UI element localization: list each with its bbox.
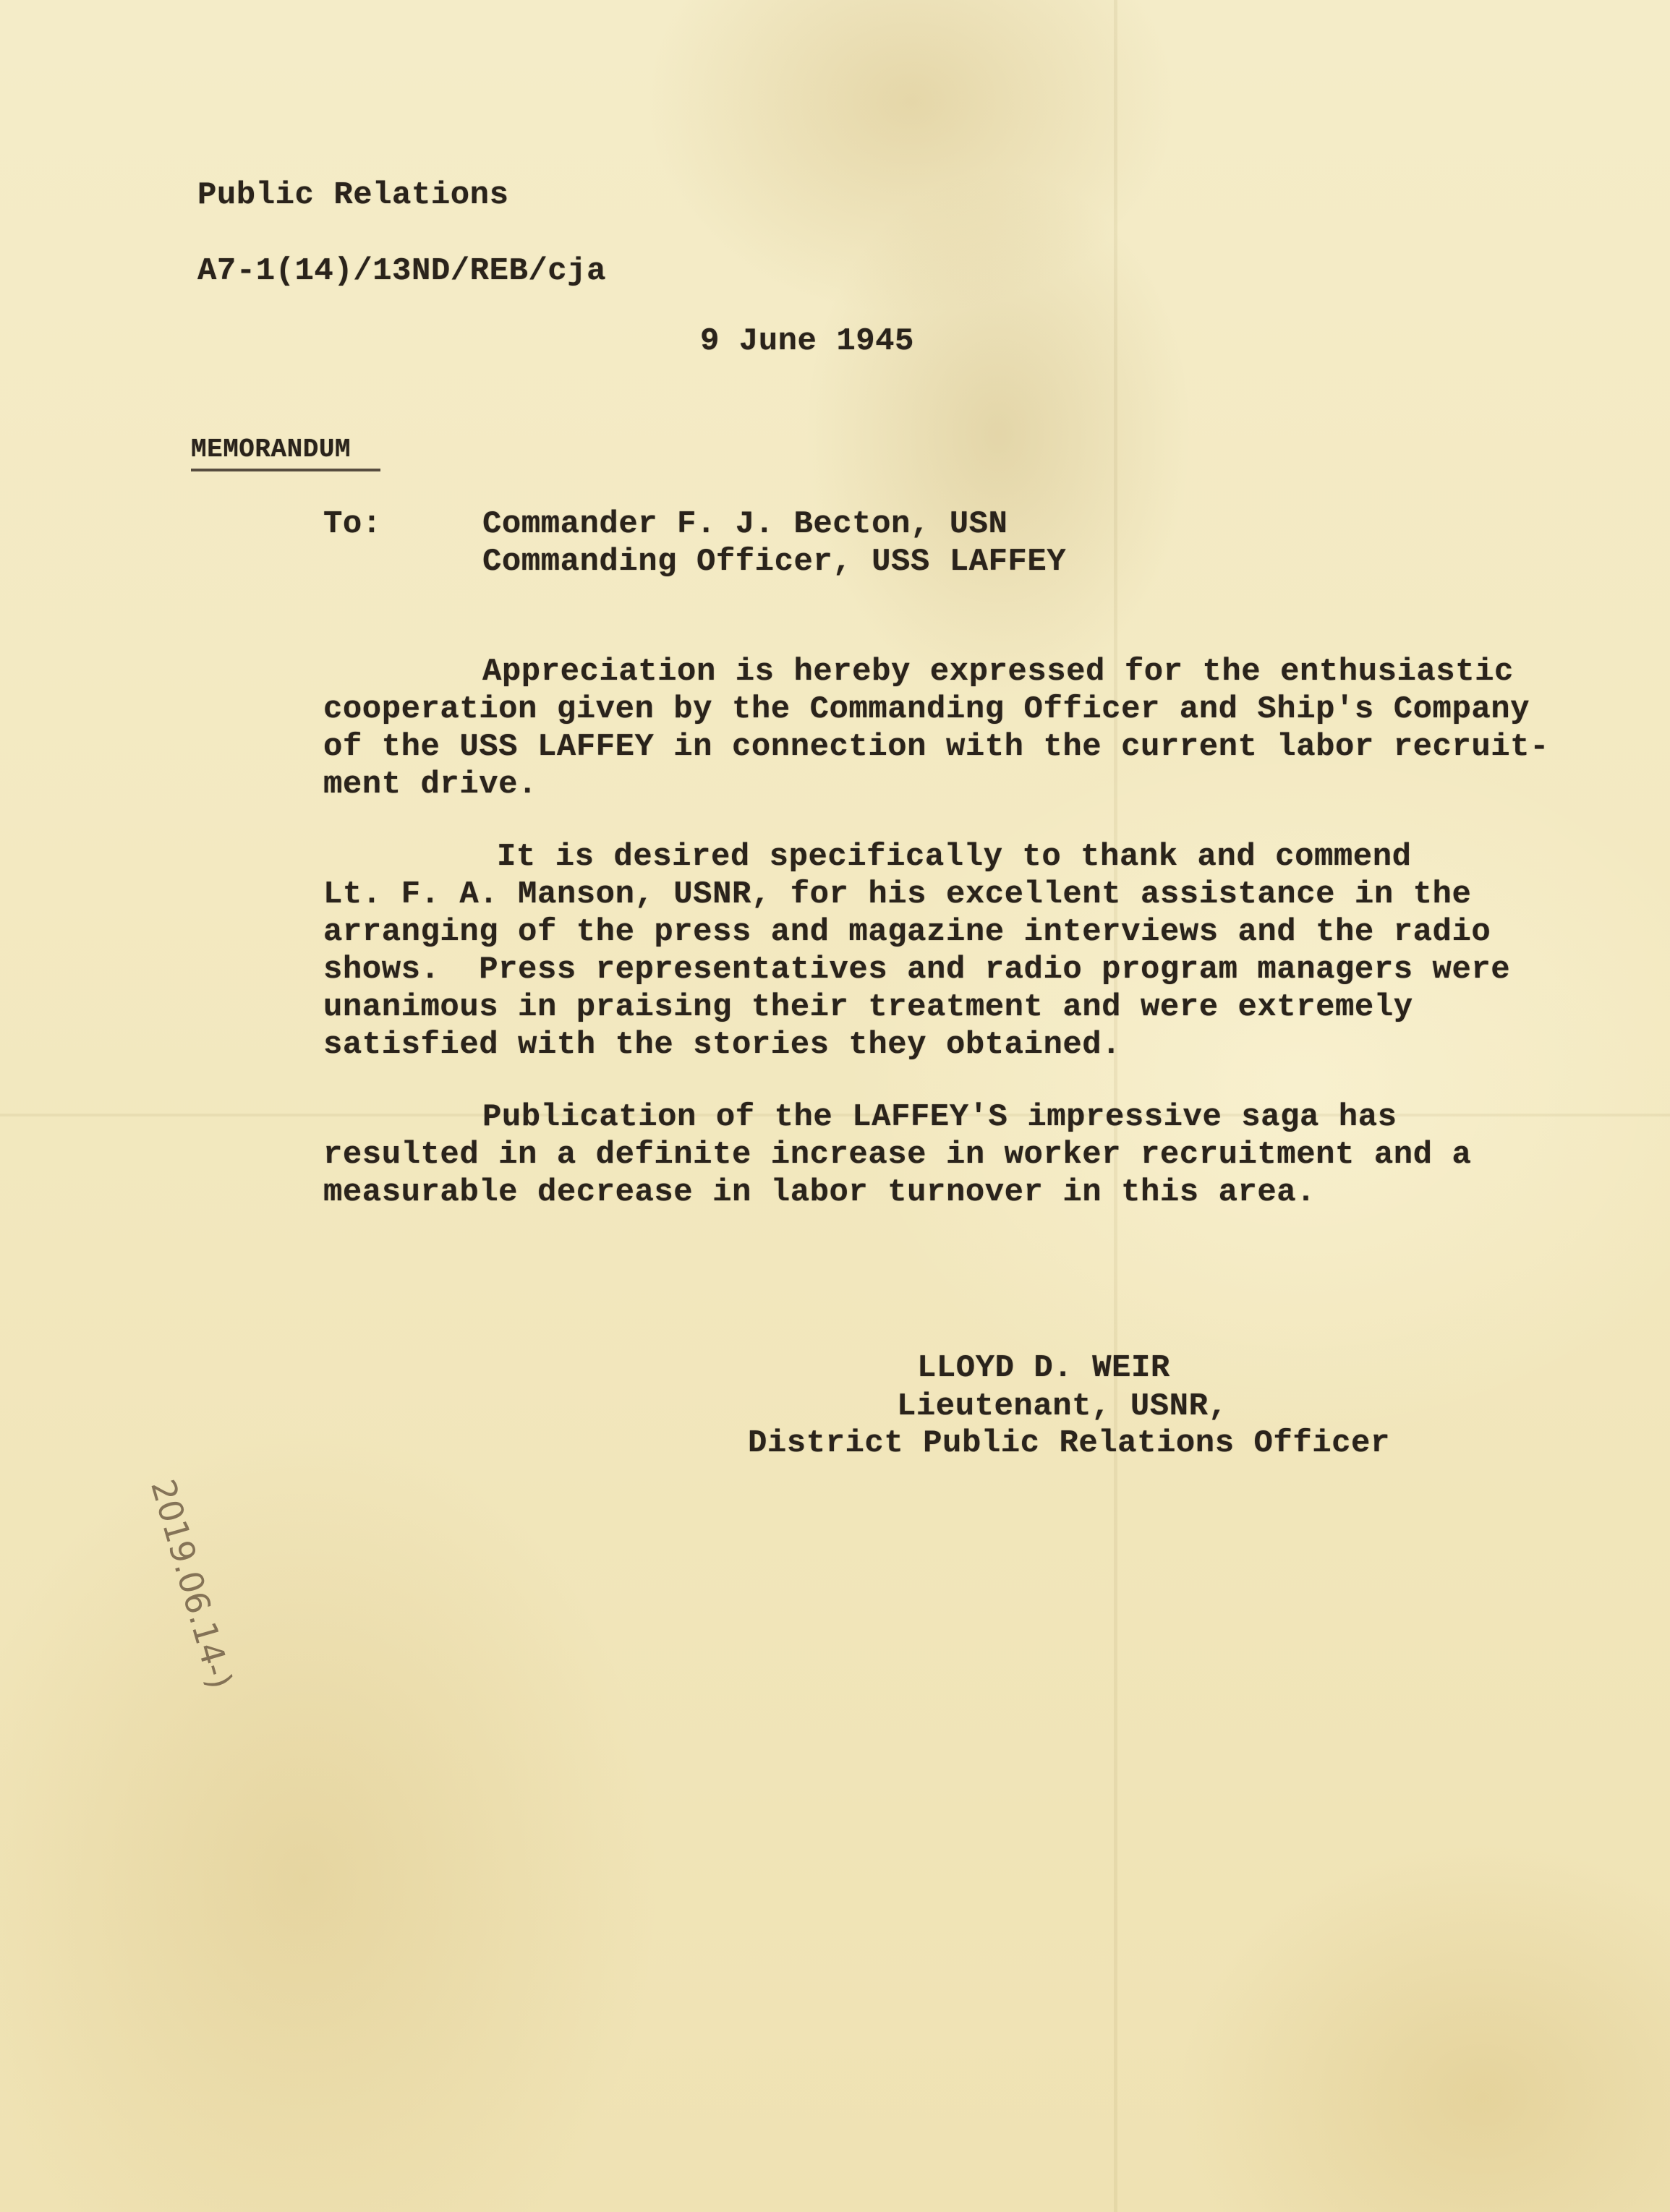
signature-title: District Public Relations Officer xyxy=(748,1425,1390,1461)
paragraph-2-line: It is desired specifically to thank and commend xyxy=(497,839,1412,875)
memo-title-underline xyxy=(191,469,380,471)
reference-code: A7-1(14)/13ND/REB/cja xyxy=(197,253,606,289)
signature-name: LLOYD D. WEIR xyxy=(917,1350,1170,1386)
paragraph-3-line: measurable decrease in labor turnover in this area. xyxy=(323,1174,1316,1210)
paragraph-2-line: unanimous in praising their treatment and were extremely xyxy=(323,989,1413,1025)
paragraph-2-line: shows. Press representatives and radio program managers were xyxy=(323,952,1511,988)
paragraph-1-line: of the USS LAFFEY in connection with the current labor recruit- xyxy=(323,729,1549,765)
memo-title: MEMORANDUM xyxy=(191,435,352,464)
paragraph-3-line: resulted in a definite increase in worker recruitment and a xyxy=(323,1137,1472,1173)
handwritten-accession-note: 2019.06.14-) xyxy=(143,1475,241,1694)
recipient-line-1: Commander F. J. Becton, USN xyxy=(482,506,1008,542)
recipient-label: To: xyxy=(323,506,382,542)
recipient-line-2: Commanding Officer, USS LAFFEY xyxy=(482,544,1067,580)
signature-rank: Lieutenant, USNR, xyxy=(897,1388,1228,1425)
paragraph-1-line: cooperation given by the Commanding Officer and Ship's Company xyxy=(323,691,1530,727)
paragraph-2-line: satisfied with the stories they obtained. xyxy=(323,1027,1122,1063)
paragraph-2-line: arranging of the press and magazine interviews and the radio xyxy=(323,914,1491,950)
memo-date: 9 June 1945 xyxy=(700,323,914,359)
department-line: Public Relations xyxy=(197,177,509,213)
paragraph-1-line: ment drive. xyxy=(323,766,537,803)
paragraph-3-line: Publication of the LAFFEY'S impressive saga has xyxy=(482,1099,1397,1135)
paragraph-2-line: Lt. F. A. Manson, USNR, for his excellent assistance in the xyxy=(323,876,1472,913)
paragraph-1-line: Appreciation is hereby expressed for the enthusiastic xyxy=(482,654,1514,690)
